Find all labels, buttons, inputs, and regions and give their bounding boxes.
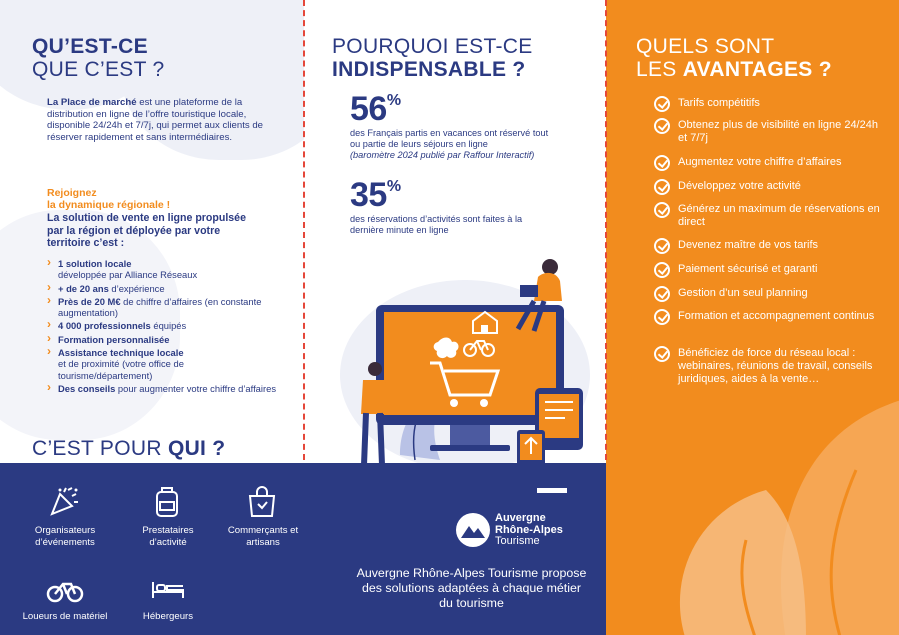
check-circle-icon: [654, 179, 670, 195]
check-circle-icon: [654, 96, 670, 112]
shopping-bag-icon: [244, 484, 282, 520]
stat-56-text: des Français partis en vacances ont réservé tout ou partie de leurs séjours en ligne (baromètre 2024 publié par Raffour Interactif): [350, 128, 549, 160]
advantage-item: Développez votre activité: [654, 180, 884, 193]
panel-advantages: [606, 0, 899, 635]
check-circle-icon: [654, 346, 670, 362]
check-circle-icon: [654, 309, 670, 325]
marketplace-illustration: [330, 255, 600, 470]
feature-item: › Formation personnalisée: [46, 334, 276, 345]
brand-bar: [537, 488, 567, 493]
advantage-item: Devenez maître de vos tarifs: [654, 239, 884, 252]
fold-line: [303, 0, 305, 460]
who-title: C’EST POUR QUI ?: [32, 437, 226, 460]
advantage-item: Paiement sécurisé et garanti: [654, 263, 884, 276]
stat-56: 56%: [350, 90, 401, 128]
check-circle-icon: [654, 202, 670, 218]
decor-leaves: [656, 400, 899, 635]
audience-item: Prestataires d’activité: [123, 484, 213, 549]
brand-text: Auvergne Rhône-Alpes Tourisme: [495, 512, 563, 547]
feature-item: › Des conseils pour augmenter votre chiffre d’affaires: [46, 383, 276, 394]
check-circle-icon: [654, 238, 670, 254]
advantage-item: Gestion d’un seul planning: [654, 287, 884, 300]
feature-item: › Assistance technique locale et de proximité (votre office de tourisme/département): [46, 347, 276, 381]
audience-item: Commerçants et artisans: [218, 484, 308, 549]
panel1-title: QU’EST-CE QUE C’EST ?: [32, 35, 165, 81]
advantage-item: Obtenez plus de visibilité en ligne 24/24h et 7/7j: [654, 119, 884, 145]
check-circle-icon: [654, 286, 670, 302]
intro-paragraph: La Place de marché est une plateforme de la distribution en ligne de l’offre touristique locale, disponible 24/24h et 7/7j, qui permet aux clients de réserver rapidement et sans intermédiaires.: [47, 97, 263, 143]
feature-item: › Près de 20 M€ de chiffre d’affaires (en constante augmentation): [46, 296, 276, 319]
advantage-item: Bénéficiez de force du réseau local : webinaires, réunions de travail, conseils juridiques, aides à la vente…: [654, 347, 884, 386]
brand-logo: [455, 510, 585, 555]
bicycle-icon: [46, 570, 84, 606]
advantage-item: Générez un maximum de réservations en direct: [654, 203, 884, 229]
mountain-logo-icon: [455, 512, 491, 548]
check-circle-icon: [654, 262, 670, 278]
advantage-item: Tarifs compétitifs: [654, 97, 884, 110]
backpack-icon: [149, 484, 187, 520]
panel3-title: QUELS SONT LES AVANTAGES ?: [636, 35, 832, 81]
audience-item: Loueurs de matériel: [20, 570, 110, 623]
footer-statement: Auvergne Rhône-Alpes Tourisme propose des solutions adaptées à chaque métier du tourisme: [356, 566, 587, 610]
party-popper-icon: [46, 484, 84, 520]
features-list: [46, 258, 276, 396]
panel2-title: POURQUOI EST-CE INDISPENSABLE ?: [332, 35, 533, 81]
fold-line: [605, 0, 607, 460]
check-circle-icon: [654, 118, 670, 134]
audience-item: Hébergeurs: [123, 570, 213, 623]
solution-text: La solution de vente en ligne propulsée par la région et déployée par votre territoire c’est :: [47, 212, 246, 249]
stat-35-text: des réservations d’activités sont faites à la dernière minute en ligne: [350, 214, 523, 235]
feature-item: › 4 000 professionnels équipés: [46, 320, 276, 331]
feature-item: › 1 solution locale développée par Alliance Réseaux: [46, 258, 276, 281]
feature-item: › + de 20 ans d’expérience: [46, 283, 276, 294]
audience-item: Organisateurs d’événements: [20, 484, 110, 549]
join-heading: Rejoignez la dynamique régionale !: [47, 187, 171, 211]
advantage-item: Formation et accompagnement continus: [654, 310, 884, 323]
bed-icon: [149, 570, 187, 606]
check-circle-icon: [654, 155, 670, 171]
stat-35: 35%: [350, 176, 401, 214]
advantage-item: Augmentez votre chiffre d’affaires: [654, 156, 884, 169]
